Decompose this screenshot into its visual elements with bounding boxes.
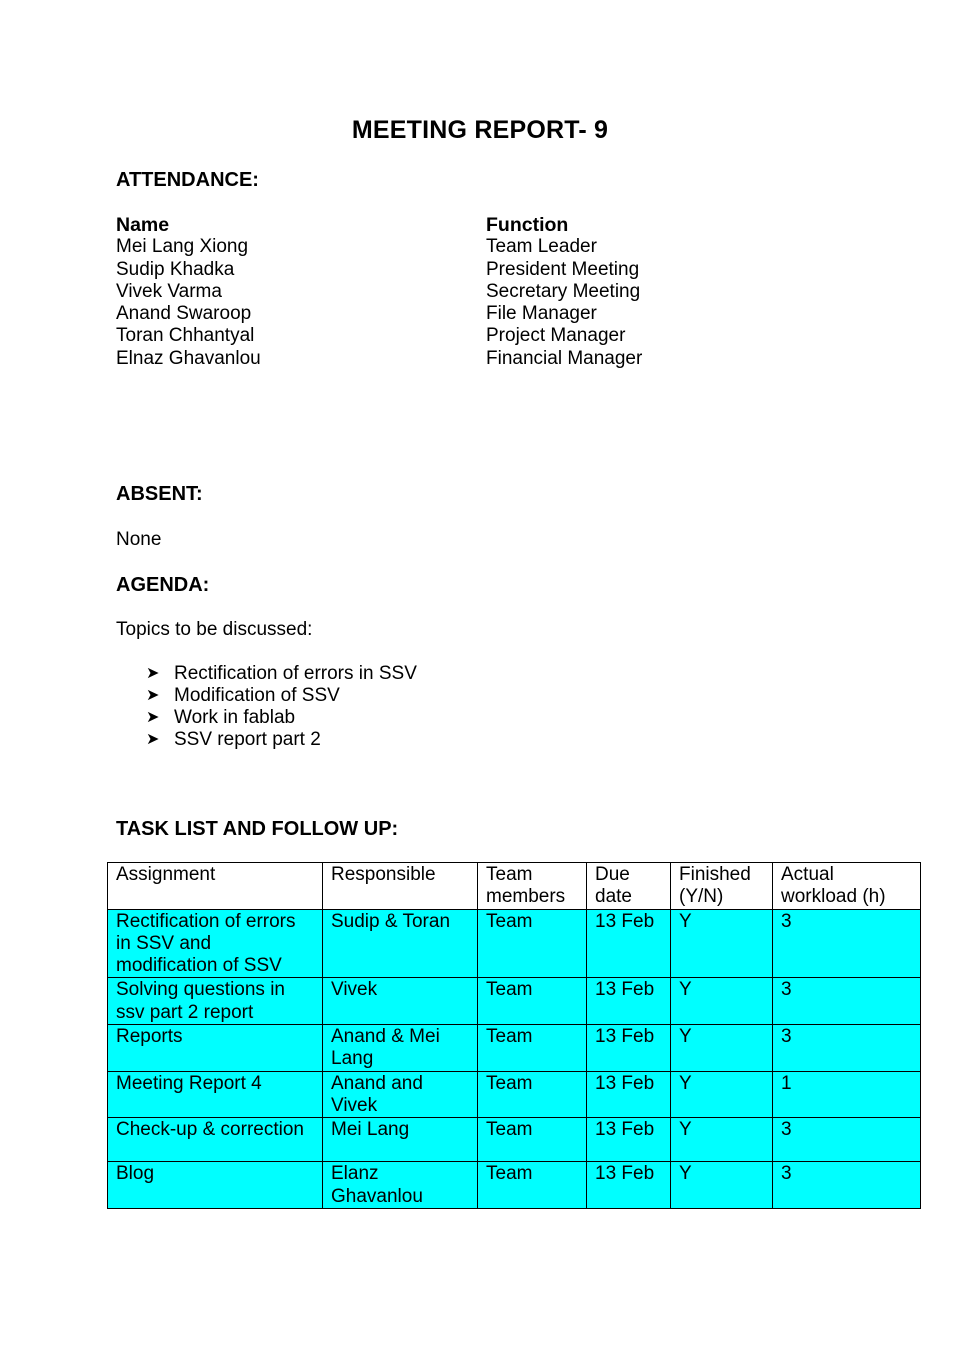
table-cell: Check-up & correction: [108, 1118, 323, 1162]
attendee-function: President Meeting: [486, 258, 640, 280]
column-header: Team members: [478, 863, 587, 910]
table-cell: 3: [773, 978, 921, 1025]
table-cell: Meeting Report 4: [108, 1071, 323, 1118]
attendance-heading: ATTENDANCE:: [116, 169, 259, 191]
column-header: Finished (Y/N): [671, 863, 773, 910]
table-row: [108, 1071, 921, 1118]
arrowhead-bullet-icon: ➤: [146, 709, 160, 726]
attendance-names-column: [116, 214, 261, 370]
table-cell: 3: [773, 909, 921, 978]
attendee-function: Team Leader: [486, 236, 597, 258]
table-cell: Reports: [108, 1025, 323, 1072]
absent-value: None: [116, 529, 162, 550]
table-header-row: [108, 863, 921, 910]
table-cell: Y: [671, 1071, 773, 1118]
attendee-name: Mei Lang Xiong: [116, 236, 249, 258]
arrowhead-bullet-icon: ➤: [146, 687, 160, 704]
table-cell: Y: [671, 1025, 773, 1072]
table-cell: Sudip & Toran: [323, 909, 478, 978]
table-row: [108, 1025, 921, 1072]
column-header: Actual workload (h): [773, 863, 921, 910]
attendee-function: Financial Manager: [486, 347, 643, 369]
attendee-function: Project Manager: [486, 325, 626, 347]
task-list-heading: TASK LIST AND FOLLOW UP:: [116, 818, 399, 840]
attendee-name: Vivek Varma: [116, 280, 222, 302]
table-cell: Mei Lang: [323, 1118, 478, 1162]
table-cell: Blog: [108, 1162, 323, 1209]
table-cell: 1: [773, 1071, 921, 1118]
arrowhead-bullet-icon: ➤: [146, 665, 160, 682]
table-cell: Anand and Vivek: [323, 1071, 478, 1118]
agenda-item: Modification of SSV: [174, 685, 340, 706]
column-header: Responsible: [323, 863, 478, 910]
table-cell: Y: [671, 978, 773, 1025]
agenda-item: Work in fablab: [174, 707, 296, 728]
attendee-name: Sudip Khadka: [116, 258, 235, 280]
table-row: [108, 978, 921, 1025]
table-cell: 13 Feb: [587, 1162, 671, 1209]
agenda-item: SSV report part 2: [174, 729, 321, 750]
list-item: [146, 663, 417, 685]
table-cell: Solving questions in ssv part 2 report: [108, 978, 323, 1025]
table-cell: Team: [478, 1118, 587, 1162]
agenda-list: [146, 663, 417, 751]
table-cell: 3: [773, 1162, 921, 1209]
table-cell: Team: [478, 978, 587, 1025]
table-cell: Y: [671, 909, 773, 978]
list-item: [146, 707, 417, 729]
page-title: MEETING REPORT- 9: [351, 116, 609, 144]
table-row: [108, 1118, 921, 1162]
absent-heading: ABSENT:: [116, 483, 203, 505]
list-item: [146, 729, 417, 751]
table-cell: Y: [671, 1118, 773, 1162]
attendee-name: Toran Chhantyal: [116, 325, 255, 347]
column-header: Assignment: [108, 863, 323, 910]
table-cell: Vivek: [323, 978, 478, 1025]
table-cell: Rectification of errors in SSV and modification of SSV: [108, 909, 323, 978]
agenda-item: Rectification of errors in SSV: [174, 663, 417, 684]
table-cell: Team: [478, 1071, 587, 1118]
task-table: [107, 862, 921, 1209]
table-cell: 13 Feb: [587, 1025, 671, 1072]
table-row: [108, 1162, 921, 1209]
table-cell: Y: [671, 1162, 773, 1209]
table-cell: 13 Feb: [587, 978, 671, 1025]
agenda-heading: AGENDA:: [116, 574, 210, 596]
table-cell: 13 Feb: [587, 1071, 671, 1118]
function-column-header: Function: [486, 214, 569, 236]
attendee-function: Secretary Meeting: [486, 280, 641, 302]
table-cell: 13 Feb: [587, 1118, 671, 1162]
table-cell: Team: [478, 909, 587, 978]
table-cell: Elanz Ghavanlou: [323, 1162, 478, 1209]
attendee-function: File Manager: [486, 303, 597, 325]
table-cell: Team: [478, 1025, 587, 1072]
table-row: [108, 909, 921, 978]
column-header: Due date: [587, 863, 671, 910]
table-cell: Anand & Mei Lang: [323, 1025, 478, 1072]
attendee-name: Anand Swaroop: [116, 303, 252, 325]
table-cell: Team: [478, 1162, 587, 1209]
table-cell: 3: [773, 1118, 921, 1162]
agenda-intro: Topics to be discussed:: [116, 619, 313, 640]
arrowhead-bullet-icon: ➤: [146, 731, 160, 748]
table-cell: 13 Feb: [587, 909, 671, 978]
attendance-functions-column: [486, 214, 642, 370]
attendee-name: Elnaz Ghavanlou: [116, 347, 261, 369]
table-cell: 3: [773, 1025, 921, 1072]
list-item: [146, 685, 417, 707]
name-column-header: Name: [116, 214, 170, 236]
